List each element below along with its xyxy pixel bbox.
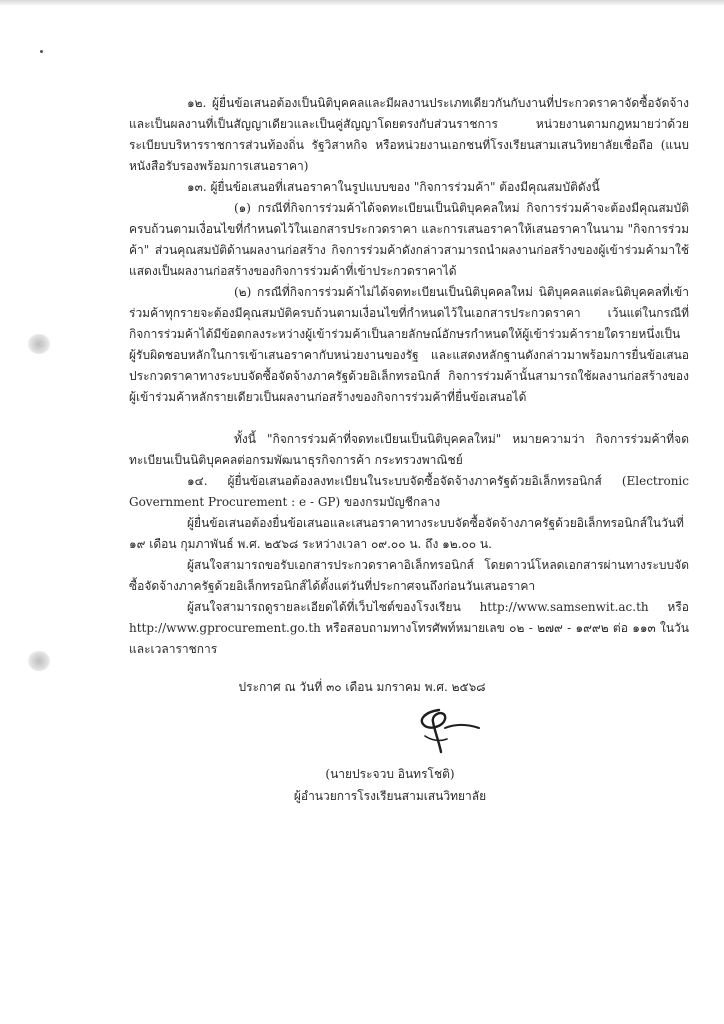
announce-date: ประกาศ ณ วันที่ ๓๐ เดือน มกราคม พ.ศ. ๒๕๖๘: [238, 680, 486, 694]
clause-14: ๑๔. ผู้ยื่นข้อเสนอต้องลงทะเบียนในระบบจัดซื้อจัดจ้างภาครัฐด้วยอิเล็กทรอนิกส์ (Electronic Government Procurement : e - GP) ของกรมบัญชีกลาง: [129, 474, 689, 509]
signer-title: ผู้อำนวยการโรงเรียนสามเสนวิทยาลัย: [293, 789, 487, 803]
clause-12: ๑๒. ผู้ยื่นข้อเสนอต้องเป็นนิติบุคคลและมีผลงานประเภทเดียวกันกับงานที่ประกวดราคาจัดซื้อจัดจ้าง และเป็นผลงานที่เป็นสัญญาเดียวและเป็นคู่สัญญาโดยตรงกับส่วนราชการ หน่วยงานตามกฎหมายว่าด้วยระเบียบบริหารราชการส่วนท้องถิ่น รัฐวิสาหกิจ หรือหน่วยงานเอกชนที่โรงเรียนสามเสนวิทยาลัยเชื่อถือ (แนบหนังสือรับรองพร้อมการเสนอราคา): [129, 96, 689, 173]
punch-hole-top: [28, 334, 50, 354]
signer-name: (นายประจวบ อินทรโชติ): [325, 767, 455, 781]
clause-13-2: (๒) กรณีที่กิจการร่วมค้าไม่ได้จดทะเบียนเป็นนิติบุคคลใหม่ นิติบุคคลแต่ละนิติบุคคลที่เข้าร่วมค้าทุกรายจะต้องมีคุณสมบัติครบถ้วนตามเงื่อนไขที่กำหนดไว้ในเอกสารประกวดราคา เว้นแต่ในกรณีที่กิจการร่วมค้าได้มีข้อตกลงระหว่างผู้เข้าร่วมค้าเป็นลายลักษณ์อักษรกำหนดให้ผู้เข้าร่วมค้ารายใดรายหนึ่งเป็นผู้รับผิดชอบหลักในการเข้าเสนอราคากับหน่วยงานของรัฐ และแสดงหลักฐานดังกล่าวมาพร้อมการยื่นข้อเสนอประกวดราคาทางระบบจัดซื้อจัดจ้างภาครัฐด้วยอิเล็กทรอนิกส์ กิจการร่วมค้านั้นสามารถใช้ผลงานก่อสร้างของผู้เข้าร่วมค้าหลักรายเดียวเป็นผลงานก่อสร้างของกิจการร่วมค้าที่ยื่นข้อเสนอได้: [129, 285, 689, 404]
download-paragraph: ผู้สนใจสามารถขอรับเอกสารประกวดราคาอิเล็กทรอนิกส์ โดยดาวน์โหลดเอกสารผ่านทางระบบจัดซื้อจัดจ้างภาครัฐด้วยอิเล็กทรอนิกส์ได้ตั้งแต่วันที่ประกาศจนถึงก่อนวันเสนอราคา: [129, 558, 689, 593]
scan-speck: [40, 50, 43, 53]
clause-13-note: ทั้งนี้ "กิจการร่วมค้าที่จดทะเบียนเป็นนิติบุคคลใหม่" หมายความว่า กิจการร่วมค้าที่จดทะเบียนเป็นนิติบุคคลต่อกรมพัฒนาธุรกิจการค้า กระทรวงพาณิชย์: [129, 432, 689, 467]
scan-edge: [0, 0, 724, 6]
punch-hole-bottom: [28, 651, 50, 671]
clause-13: ๑๓. ผู้ยื่นข้อเสนอที่เสนอราคาในรูปแบบของ "กิจการร่วมค้า" ต้องมีคุณสมบัติดังนี้: [187, 180, 600, 194]
clause-13-1: (๑) กรณีที่กิจการร่วมค้าได้จดทะเบียนเป็นนิติบุคคลใหม่ กิจการร่วมค้าจะต้องมีคุณสมบัติครบถ้วนตามเงื่อนไขที่กำหนดไว้ในเอกสารประกวดราคา และการเสนอราคาให้เสนอราคาในนาม "กิจการร่วมค้า" ส่วนคุณสมบัติด้านผลงานก่อสร้าง กิจการร่วมค้าดังกล่าวสามารถนำผลงานก่อสร้างของผู้เข้าร่วมค้ามาใช้แสดงเป็นผลงานก่อสร้างของกิจการร่วมค้าที่เข้าประกวดราคาได้: [129, 201, 689, 278]
contact-paragraph: ผู้สนใจสามารถดูรายละเอียดได้ที่เว็บไซต์ของโรงเรียน http://www.samsenwit.ac.th หรือ http://www.gprocurement.go.th หรือสอบถามทางโทรศัพท์หมายเลข ๐๒ - ๒๗๙ - ๑๙๙๒ ต่อ ๑๑๓ ในวันและเวลาราชการ: [129, 600, 690, 656]
submission-paragraph: ผู้ยื่นข้อเสนอต้องยื่นข้อเสนอและเสนอราคาทางระบบจัดซื้อจัดจ้างภาครัฐด้วยอิเล็กทรอนิกส์ในวันที่ ๑๙ เดือน กุมภาพันธ์ พ.ศ. ๒๕๖๘ ระหว่างเวลา ๐๙.๐๐ น. ถึง ๑๒.๐๐ น.: [129, 516, 684, 551]
signature-image: [395, 706, 485, 758]
